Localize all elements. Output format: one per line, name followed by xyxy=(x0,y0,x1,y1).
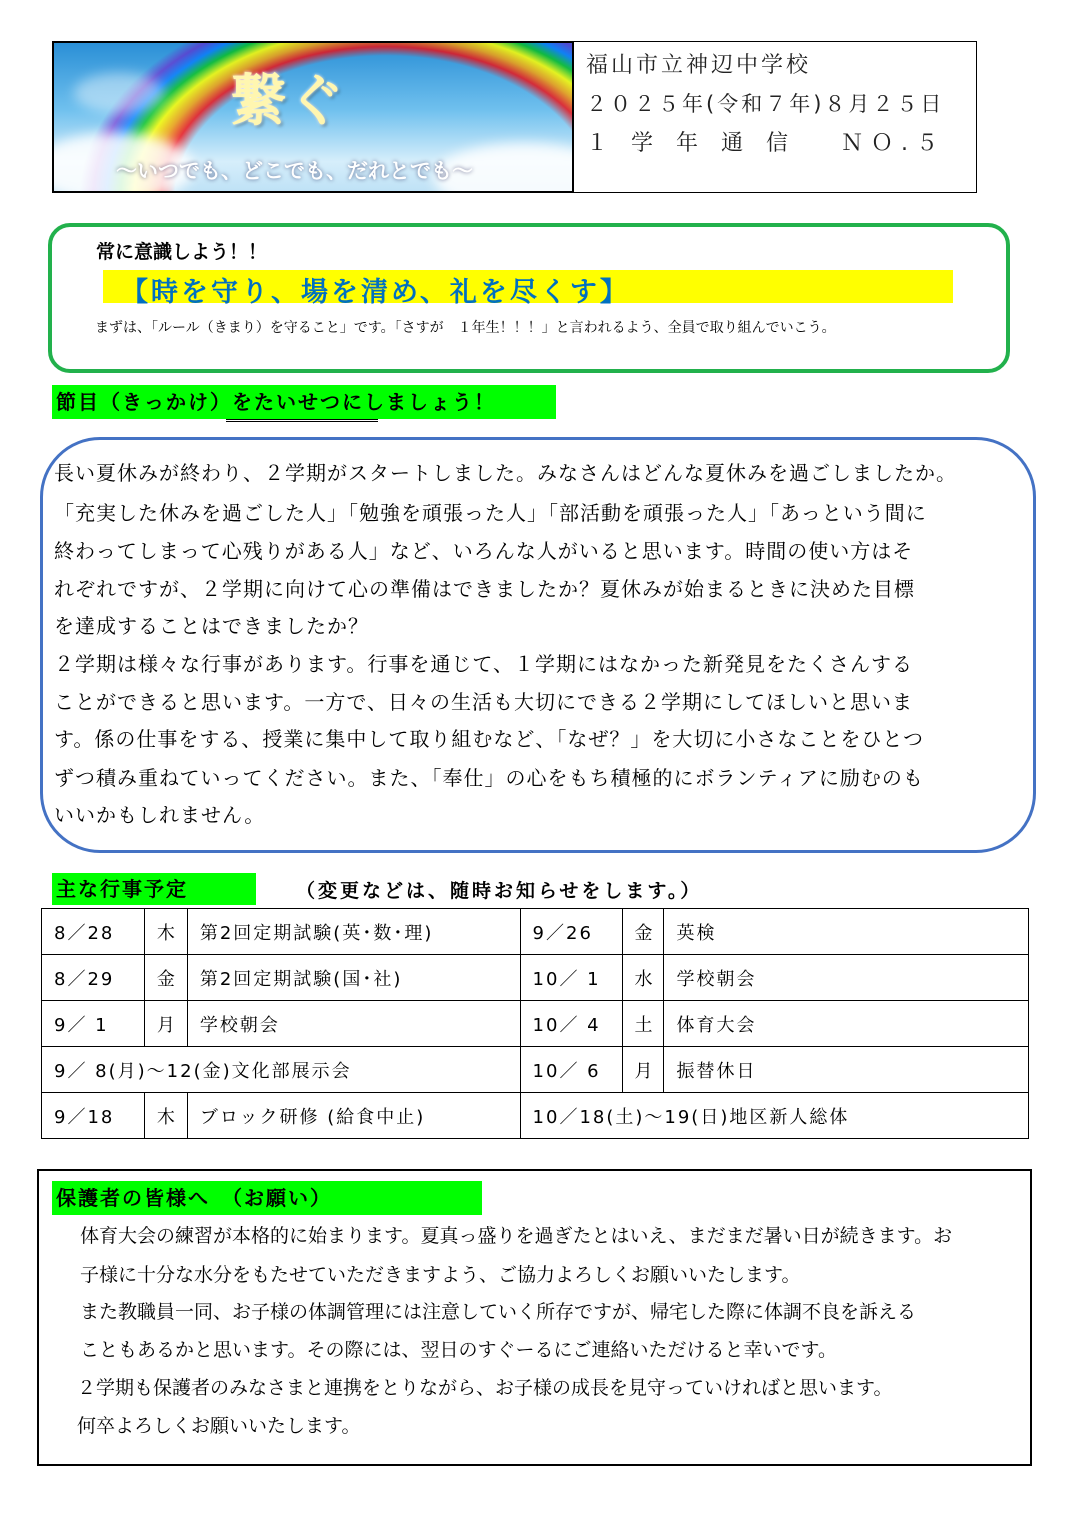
school-info-box xyxy=(572,41,977,193)
message-line: 長い夏休みが終わり、２学期がスタートしました。みなさんはどんな夏休みを過ごしましたか。 xyxy=(54,461,957,485)
schedule-table xyxy=(41,908,1029,1139)
awareness-note: まずは、「ルール（きまり）を守ること」です。「さすが １年生！！！」と言われるよう、全員で取り組んでいこう。 xyxy=(95,320,836,336)
event-weekday: 金 xyxy=(144,955,187,1001)
event-name: ブロック研修 (給食中止) xyxy=(187,1093,520,1139)
event-weekday: 土 xyxy=(622,1001,664,1047)
issue-number: １ 学 年 通 信 ＮＯ.５ xyxy=(586,131,946,156)
banner-subtitle: 〜いつでも、どこでも、だれとでも〜 xyxy=(116,159,473,183)
schedule-note: （変更などは、随時お知らせをします。） xyxy=(296,880,703,902)
event-name: 第2回定期試験(国･社) xyxy=(187,955,520,1001)
event-weekday: 月 xyxy=(622,1047,664,1093)
table-row xyxy=(42,1001,1029,1047)
awareness-label: 常に意識しよう！！ xyxy=(96,241,268,263)
motto-text: 【時を守り、場を清め、礼を尽くす】 xyxy=(121,277,630,308)
event-weekday: 水 xyxy=(622,955,664,1001)
motto-highlight xyxy=(103,270,953,308)
table-row xyxy=(42,909,1029,955)
heading-underline xyxy=(226,416,378,422)
event-name: 学校朝会 xyxy=(664,955,1029,1001)
schedule-heading: 主な行事予定 xyxy=(52,873,256,905)
message-line: れぞれですが、２学期に向けて心の準備はできましたか？夏休みが始まるときに決めた目標 xyxy=(54,577,915,601)
event-weekday: 金 xyxy=(622,909,664,955)
message-line: ことができると思います。一方で、日々の生活も大切にできる２学期にしてほしいと思いま xyxy=(54,690,913,714)
section-heading-fushime: 節目（きっかけ）をたいせつにしましょう！ xyxy=(52,385,556,419)
message-line: いいかもしれません。 xyxy=(54,803,266,827)
message-line: 終わってしまって心残りがある人」など、いろんな人がいると思います。時間の使い方はそ xyxy=(54,539,914,563)
message-line: す。係の仕事をする、授業に集中して取り組むなど、「なぜ？」を大切に小さなことをひとつ xyxy=(54,727,924,751)
event-weekday: 木 xyxy=(144,909,187,955)
parents-heading: 保護者の皆様へ （お願い） xyxy=(52,1181,482,1215)
banner-title: 繋ぐ xyxy=(230,69,346,134)
parents-line: こともあるかと思います。その際には、翌日のすぐーるにご連絡いただけると幸いです。 xyxy=(80,1339,837,1361)
event-date: 9／18 xyxy=(42,1093,145,1139)
message-line: を達成することはできましたか？ xyxy=(54,614,369,638)
event-name: 学校朝会 xyxy=(187,1001,520,1047)
parents-line: 何卒よろしくお願いいたします。 xyxy=(77,1415,361,1437)
header-banner xyxy=(52,41,574,193)
event-date: 10／ 1 xyxy=(520,955,622,1001)
event-name: 第2回定期試験(英･数･理) xyxy=(187,909,520,955)
parents-line: ２学期も保護者のみなさまと連携をとりながら、お子様の成長を見守っていければと思います。 xyxy=(77,1377,893,1399)
event-date: 10／ 6 xyxy=(520,1047,622,1093)
event-weekday: 木 xyxy=(144,1093,187,1139)
table-row xyxy=(42,1093,1029,1139)
event-date: 9／26 xyxy=(520,909,622,955)
parents-line: 子様に十分な水分をもたせていただきますよう、ご協力よろしくお願いいたします。 xyxy=(80,1264,801,1286)
event-date: 8／29 xyxy=(42,955,145,1001)
issue-date: ２０２５年(令和７年)８月２５日 xyxy=(586,92,945,116)
event-date: 8／28 xyxy=(42,909,145,955)
event-name: 英検 xyxy=(664,909,1029,955)
event-name: 体育大会 xyxy=(664,1001,1029,1047)
table-row xyxy=(42,1047,1029,1093)
event-date: 9／ 1 xyxy=(42,1001,145,1047)
event-span: 10／18(土)〜19(日)地区新人総体 xyxy=(520,1093,1028,1139)
message-line: 「充実した休みを過ごした人」「勉強を頑張った人」「部活動を頑張った人」「あっという間に xyxy=(54,501,927,525)
event-weekday: 月 xyxy=(144,1001,187,1047)
school-name: 福山市立神辺中学校 xyxy=(586,53,812,78)
event-span: 9／ 8(月)〜12(金)文化部展示会 xyxy=(42,1047,521,1093)
parents-line: 体育大会の練習が本格的に始まります。夏真っ盛りを過ぎたとはいえ、まだまだ暑い日が続きます。お xyxy=(80,1225,953,1247)
message-line: ２学期は様々な行事があります。行事を通じて、１学期にはなかった新発見をたくさんする xyxy=(54,652,913,676)
event-name: 振替休日 xyxy=(664,1047,1029,1093)
table-row xyxy=(42,955,1029,1001)
event-date: 10／ 4 xyxy=(520,1001,622,1047)
message-line: ずつ積み重ねていってください。また、「奉仕」の心をもち積極的にボランティアに励むのも xyxy=(54,766,924,790)
parents-line: また教職員一同、お子様の体調管理には注意していく所存ですが、帰宅した際に体調不良を訴える xyxy=(80,1301,917,1323)
